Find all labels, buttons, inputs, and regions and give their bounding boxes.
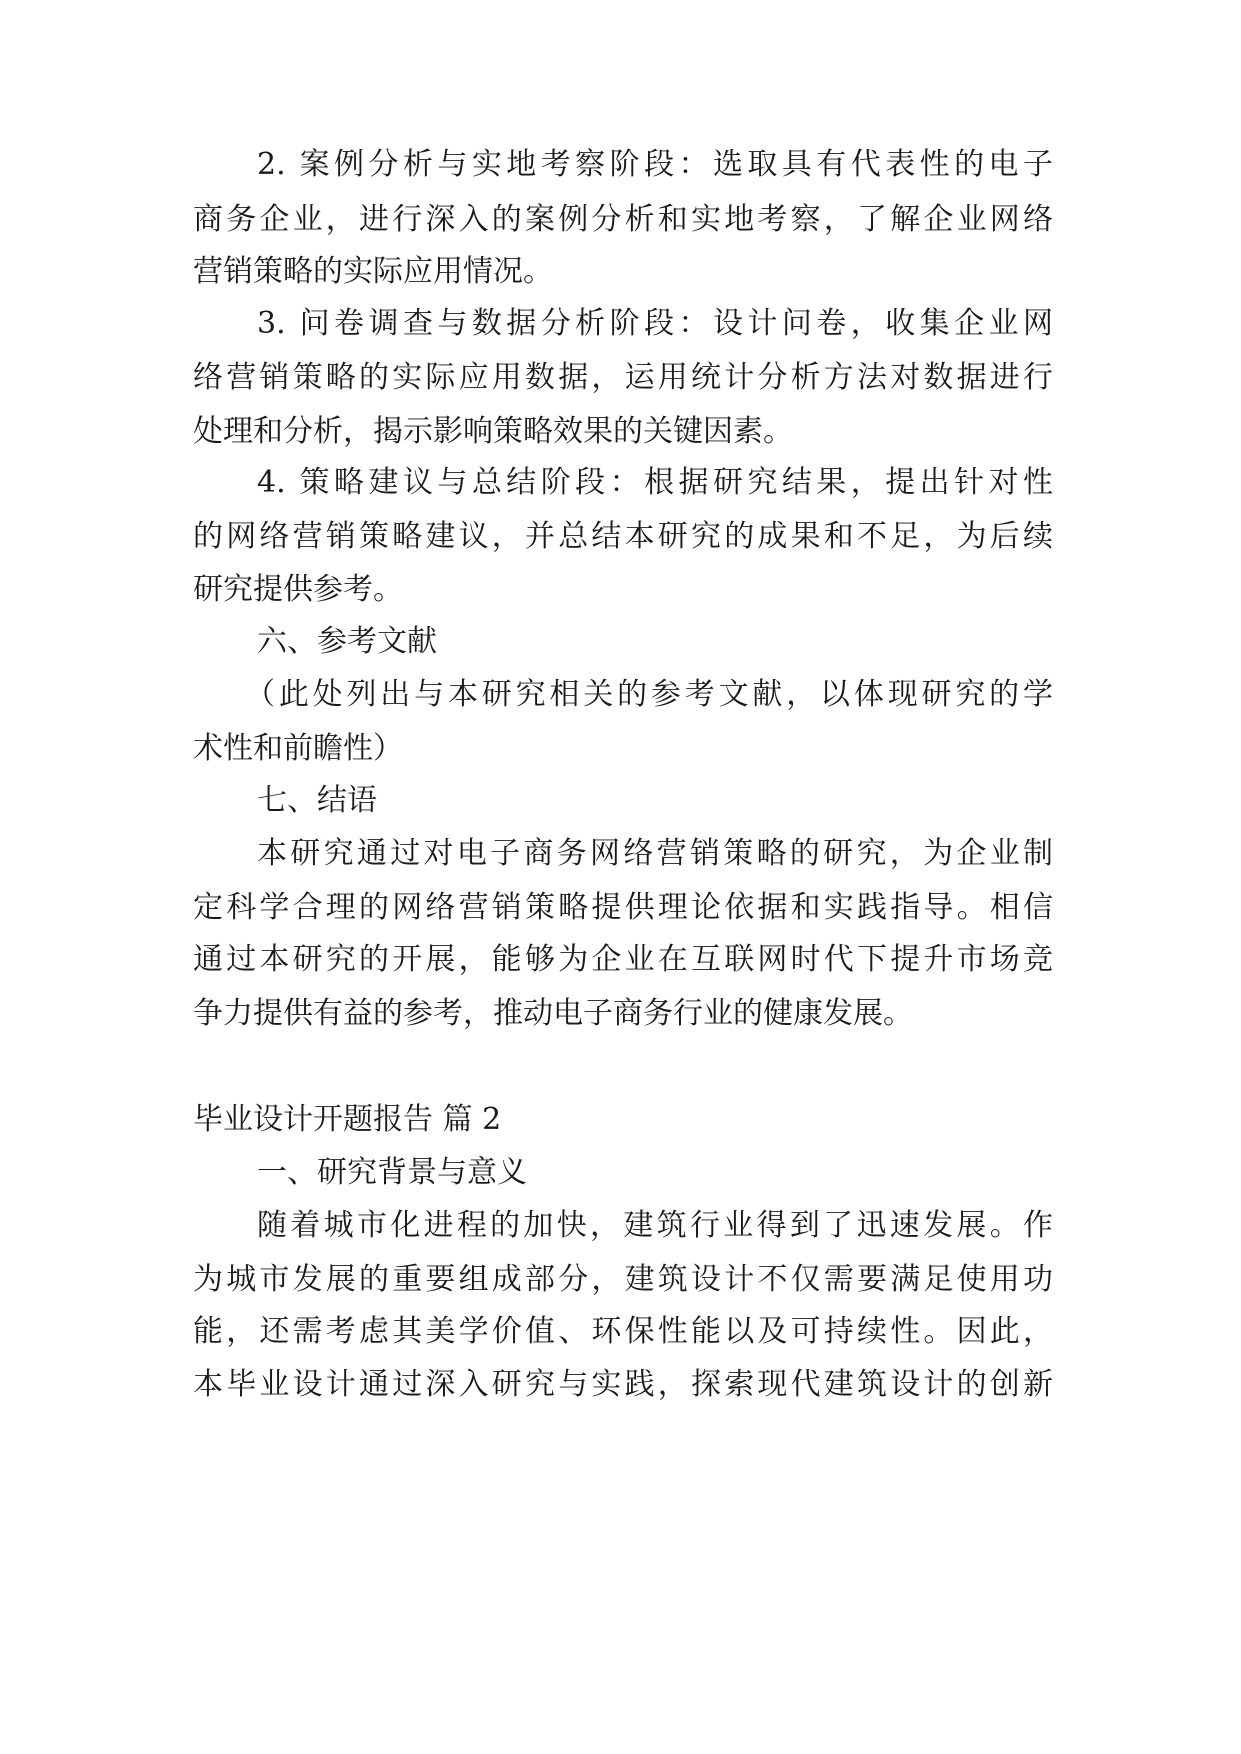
paragraph-line: 术性和前瞻性） — [193, 731, 403, 766]
paragraph-line: 络营销策略的实际应用数据，运用统计分析方法对数据进行 — [193, 360, 1053, 395]
paragraph-line: 定科学合理的网络营销策略提供理论依据和实践指导。相信 — [193, 890, 1053, 925]
section-heading: 六、参考文献 — [257, 624, 437, 659]
paragraph-line: 能，还需考虑其美学价值、环保性能以及可持续性。因此， — [193, 1314, 1053, 1349]
paragraph-line: 4. 策略建议与总结阶段：根据研究结果，提出针对性 — [257, 465, 1053, 500]
paragraph-line: 处理和分析，揭示影响策略效果的关键因素。 — [193, 414, 793, 449]
section-heading: 七、结语 — [257, 783, 377, 818]
section-heading: 一、研究背景与意义 — [257, 1155, 527, 1190]
paragraph-line: 通过本研究的开展，能够为企业在互联网时代下提升市场竞 — [193, 942, 1053, 977]
paragraph-line: 商务企业，进行深入的案例分析和实地考察，了解企业网络 — [193, 202, 1053, 237]
paragraph-line: 研究提供参考。 — [193, 572, 403, 607]
paragraph-line: 营销策略的实际应用情况。 — [193, 254, 553, 289]
paragraph-line: 争力提供有益的参考，推动电子商务行业的健康发展。 — [193, 996, 913, 1031]
paragraph-line: （此处列出与本研究相关的参考文献，以体现研究的学 — [245, 677, 1053, 712]
paragraph-line: 为城市发展的重要组成部分，建筑设计不仅需要满足使用功 — [193, 1262, 1053, 1297]
paragraph-line: 3. 问卷调查与数据分析阶段：设计问卷，收集企业网 — [257, 306, 1053, 341]
paragraph-line: 本毕业设计通过深入研究与实践，探索现代建筑设计的创新 — [193, 1367, 1053, 1402]
paragraph-line: 本研究通过对电子商务网络营销策略的研究，为企业制 — [257, 836, 1053, 871]
report-title: 毕业设计开题报告 篇 2 — [193, 1102, 502, 1137]
paragraph-line: 随着城市化进程的加快，建筑行业得到了迅速发展。作 — [257, 1208, 1053, 1243]
paragraph-line: 的网络营销策略建议，并总结本研究的成果和不足，为后续 — [193, 519, 1053, 554]
paragraph-line: 2. 案例分析与实地考察阶段：选取具有代表性的电子 — [257, 147, 1053, 182]
